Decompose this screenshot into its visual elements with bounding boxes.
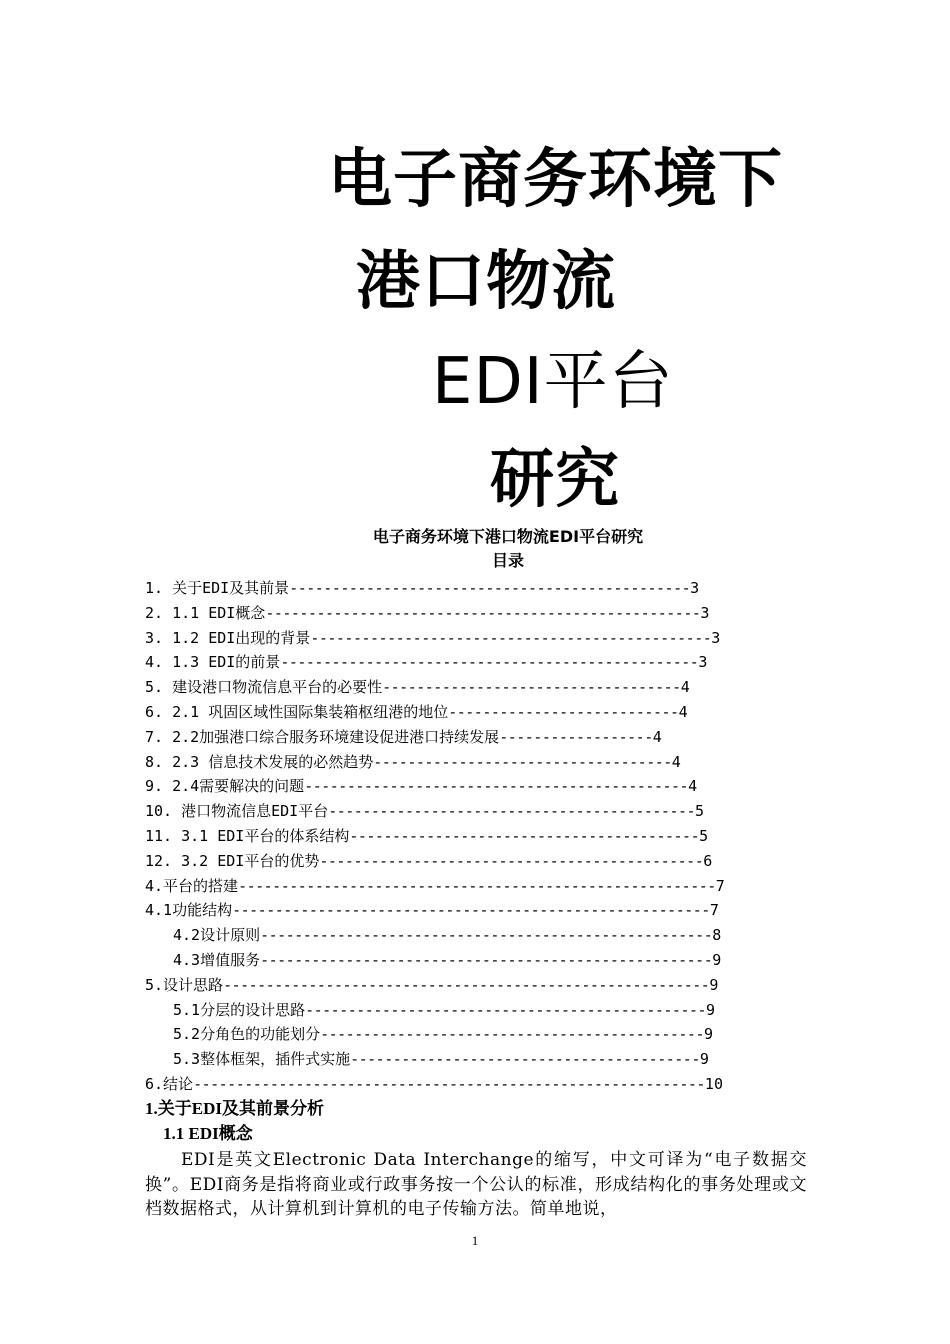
toc-entry-page: 4 xyxy=(688,777,698,796)
toc-entry-leader: ----------------------------------------- xyxy=(349,826,700,845)
page-number: 1 xyxy=(471,1233,479,1248)
toc-entry-label: 5.2分角色的功能划分 xyxy=(173,1025,321,1044)
toc-entry-label: 5.3整体框架，插件式实施 xyxy=(173,1050,351,1069)
toc-entry[interactable] xyxy=(145,849,795,874)
toc-entry[interactable] xyxy=(145,601,795,626)
toc-entry[interactable] xyxy=(145,1047,795,1072)
toc-entry[interactable] xyxy=(145,725,795,750)
toc-entry-label: 5.设计思路 xyxy=(145,975,224,994)
toc-entry-page: 10 xyxy=(704,1074,723,1093)
toc-entry-label: 4.2设计原则 xyxy=(173,926,261,945)
cover-title-line-2: 港口物流 xyxy=(356,245,616,319)
toc-entry[interactable] xyxy=(145,898,795,923)
toc-entry-leader: ----------------------------------------------- xyxy=(289,579,691,597)
toc-entry-leader: --------------------------- xyxy=(448,702,679,721)
toc-entry-leader: --------------------------------------------------------- xyxy=(223,975,710,994)
toc-entry[interactable] xyxy=(145,874,795,899)
toc-entry[interactable] xyxy=(145,650,795,675)
toc-entry-label: 5. 建设港口物流信息平台的必要性 xyxy=(145,678,383,697)
cover-title-line-1: 电子商务环境下 xyxy=(328,143,783,217)
document-title: 电子商务环境下港口物流EDI平台研究 xyxy=(372,527,644,546)
toc-entry[interactable] xyxy=(145,626,795,651)
cover-title-line-3: EDI平台 xyxy=(432,345,674,419)
toc-entry-page: 9 xyxy=(706,1000,716,1019)
toc-heading: 目录 xyxy=(491,551,524,570)
toc-entry-page: 9 xyxy=(712,950,722,969)
toc-entry[interactable] xyxy=(145,948,795,973)
toc-entry-label: 4.1功能结构 xyxy=(145,901,233,920)
table-of-contents xyxy=(145,576,795,1097)
toc-entry-page: 7 xyxy=(709,901,719,920)
toc-entry-leader: ------------------------------------------------------------ xyxy=(193,1074,705,1093)
toc-entry-label: 9. 2.4需要解决的问题 xyxy=(145,777,305,796)
body-paragraph: EDI是英文Electronic Data Interchange的缩写，中文可译为“电子数据交换”。EDI商务是指将商业或行政事务按一个公认的标准，形成结构化的事务处理或文档数据格式，从计算机到计算机的电子传输方法。简单地说， xyxy=(145,1150,807,1220)
toc-entry-label: 4.平台的搭建 xyxy=(145,876,239,895)
toc-entry-page: 4 xyxy=(680,678,690,697)
toc-entry-label: 4. 1.3 EDI的前景 xyxy=(145,653,281,672)
toc-entry[interactable] xyxy=(145,824,795,849)
toc-entry-leader: -------------------------------------------------------- xyxy=(232,901,710,920)
toc-entry-label: 7. 2.2加强港口综合服务环境建设促进港口持续发展 xyxy=(145,727,500,746)
toc-entry-label: 1. 关于EDI及其前景 xyxy=(145,579,290,597)
toc-entry-page: 4 xyxy=(671,752,681,771)
toc-entry-leader: --------------------------------------------- xyxy=(304,777,689,796)
toc-entry-label: 2. 1.1 EDI概念 xyxy=(145,603,266,622)
toc-entry[interactable] xyxy=(145,998,795,1023)
toc-entry-leader: --------------------------------------------------- xyxy=(265,603,701,622)
toc-entry-page: 4 xyxy=(678,702,688,721)
toc-entry-page: 9 xyxy=(709,975,719,994)
toc-entry[interactable] xyxy=(145,576,795,601)
toc-entry-page: 4 xyxy=(652,727,662,746)
toc-entry[interactable] xyxy=(145,700,795,725)
toc-entry-page: 9 xyxy=(699,1050,709,1069)
toc-entry-page: 8 xyxy=(712,926,722,945)
subsection-heading: 1.1 EDI概念 xyxy=(163,1124,253,1143)
toc-entry-leader: ------------------------------------------- xyxy=(328,802,696,821)
toc-entry-page: 3 xyxy=(698,653,708,672)
toc-entry-leader: ----------------------------------- xyxy=(382,678,681,697)
cover-title-line-4: 研究 xyxy=(490,443,620,517)
toc-entry-leader: ------------------ xyxy=(499,727,653,746)
section-heading: 1.关于EDI及其前景分析 xyxy=(145,1099,324,1118)
toc-entry-page: 5 xyxy=(695,802,705,821)
toc-entry[interactable] xyxy=(145,1022,795,1047)
toc-entry-label: 5.1分层的设计思路 xyxy=(173,1000,306,1019)
toc-entry-label: 4.3增值服务 xyxy=(173,950,261,969)
toc-entry[interactable] xyxy=(145,973,795,998)
toc-entry-page: 5 xyxy=(699,826,709,845)
toc-entry-leader: ----------------------------------------------------- xyxy=(260,926,713,945)
toc-entry-label: 6. 2.1 巩固区域性国际集装箱枢纽港的地位 xyxy=(145,702,449,721)
toc-entry-label: 12. 3.2 EDI平台的优势 xyxy=(145,851,320,870)
toc-entry[interactable] xyxy=(145,923,795,948)
toc-entry-label: 11. 3.1 EDI平台的体系结构 xyxy=(145,826,350,845)
toc-entry-leader: --------------------------------------------- xyxy=(319,851,704,870)
toc-entry[interactable] xyxy=(145,750,795,775)
toc-entry-leader: -------------------------------------------------------- xyxy=(238,876,716,895)
toc-entry[interactable] xyxy=(145,799,795,824)
toc-entry-page: 6 xyxy=(703,851,713,870)
toc-entry[interactable] xyxy=(145,675,795,700)
toc-entry-label: 6.结论 xyxy=(145,1074,194,1093)
toc-entry-leader: ----------------------------------- xyxy=(373,752,672,771)
toc-entry-label: 3. 1.2 EDI出现的背景 xyxy=(145,628,311,647)
toc-entry-page: 3 xyxy=(700,603,710,622)
toc-entry-leader: ----------------------------------------- xyxy=(350,1050,700,1069)
toc-entry-leader: --------------------------------------------- xyxy=(320,1025,704,1044)
toc-entry-page: 3 xyxy=(690,579,700,597)
toc-entry[interactable] xyxy=(145,1072,795,1097)
toc-entry-label: 10. 港口物流信息EDI平台 xyxy=(145,802,329,821)
toc-entry-page: 7 xyxy=(715,876,725,895)
toc-entry-label: 8. 2.3 信息技术发展的必然趋势 xyxy=(145,752,374,771)
toc-entry[interactable] xyxy=(145,774,795,799)
toc-entry-leader: ----------------------------------------------- xyxy=(305,1000,707,1019)
toc-entry-leader: ----------------------------------------------------- xyxy=(260,950,713,969)
toc-entry-page: 9 xyxy=(703,1025,714,1044)
toc-entry-leader: ------------------------------------------------- xyxy=(280,653,699,672)
toc-entry-leader: ----------------------------------------------- xyxy=(310,628,712,647)
toc-entry-page: 3 xyxy=(711,628,721,647)
